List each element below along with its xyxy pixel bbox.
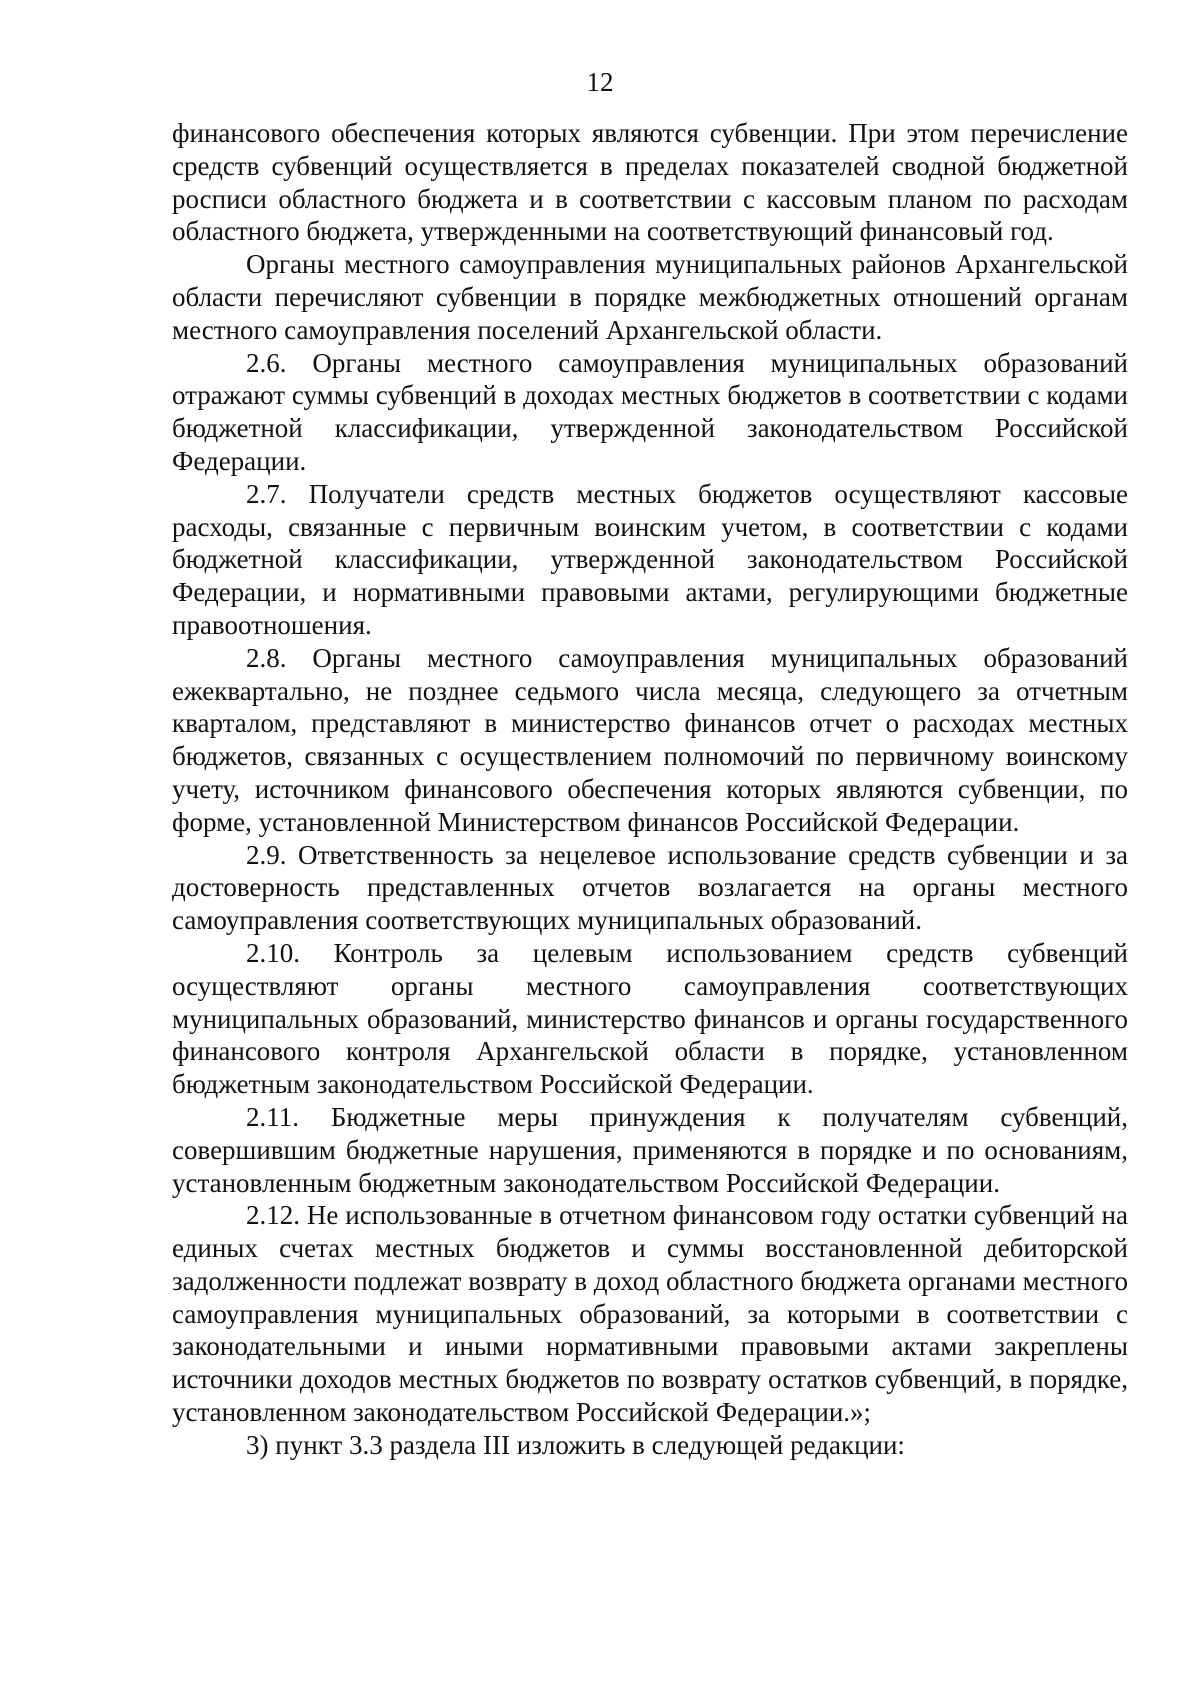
paragraph-2-11: 2.11. Бюджетные меры принуждения к получателям субвенций, совершившим бюджетные нарушения, применяются в порядке и по основаниям, установленным бюджетным законодательством Российской Федерации. [172,1101,1128,1198]
paragraph-continuation: финансового обеспечения которых являются субвенции. При этом перечисление средств субвенций осуществляется в пределах показателей сводной бюджетной росписи областного бюджета и в соответствии с кассовым планом по расходам областного бюджета, утвержденными на соответствующий финансовый год. [172,118,1128,247]
paragraph-item-3: 3) пункт 3.3 раздела III изложить в следующей редакции: [246,1429,905,1460]
paragraph-2-8: 2.8. Органы местного самоуправления муниципальных образований ежеквартально, не позднее седьмого числа месяца, следующего за отчетным кварталом, представляют в министерство финансов отчет о расходах местных бюджетов, связанных с осуществлением полномочий по первичному воинскому учету, источником финансового обеспечения которых являются субвенции, по форме, установленной Министерством финансов Российской Федерации. [172,642,1128,837]
paragraph-2-12: 2.12. Не использованные в отчетном финансовом году остатки субвенций на единых счетах местных бюджетов и суммы восстановленной дебиторской задолженности подлежат возврату в доход областного бюджета органами местного самоуправления муниципальных образований, за которыми в соответствии с законодательными и иными нормативными правовыми актами закреплены источники доходов местных бюджетов по возврату остатков субвенций, в порядке, установленном законодательством Российской Федерации.»; [172,1200,1128,1428]
paragraph-2-10: 2.10. Контроль за целевым использованием средств субвенций осуществляют органы местного самоуправления соответствующих муниципальных образований, министерство финансов и органы государственного финансового контроля Архангельской области в порядке, установленном бюджетным законодательством Российской Федерации. [172,937,1128,1100]
paragraph-2-7: 2.7. Получатели средств местных бюджетов осуществляют кассовые расходы, связанные с первичным воинским учетом, в соответствии с кодами бюджетной классификации, утвержденной законодательством Российской Федерации, и нормативными правовыми актами, регулирующими бюджетные правоотношения. [172,478,1128,640]
paragraph-2-9: 2.9. Ответственность за нецелевое использование средств субвенции и за достоверность представленных отчетов возлагается на органы местного самоуправления соответствующих муниципальных образований. [172,839,1128,936]
paragraph-2-6: 2.6. Органы местного самоуправления муниципальных образований отражают суммы субвенций в доходах местных бюджетов в соответствии с кодами бюджетной классификации, утвержденной законодательством Российской Федерации. [172,347,1128,476]
document-body [172,117,1128,1462]
page-number: 12 [586,67,614,97]
paragraph-municipal-districts: Органы местного самоуправления муниципальных районов Архангельской области перечисляют субвенции в порядке межбюджетных отношений органам местного самоуправления поселений Архангельской области. [172,249,1128,345]
